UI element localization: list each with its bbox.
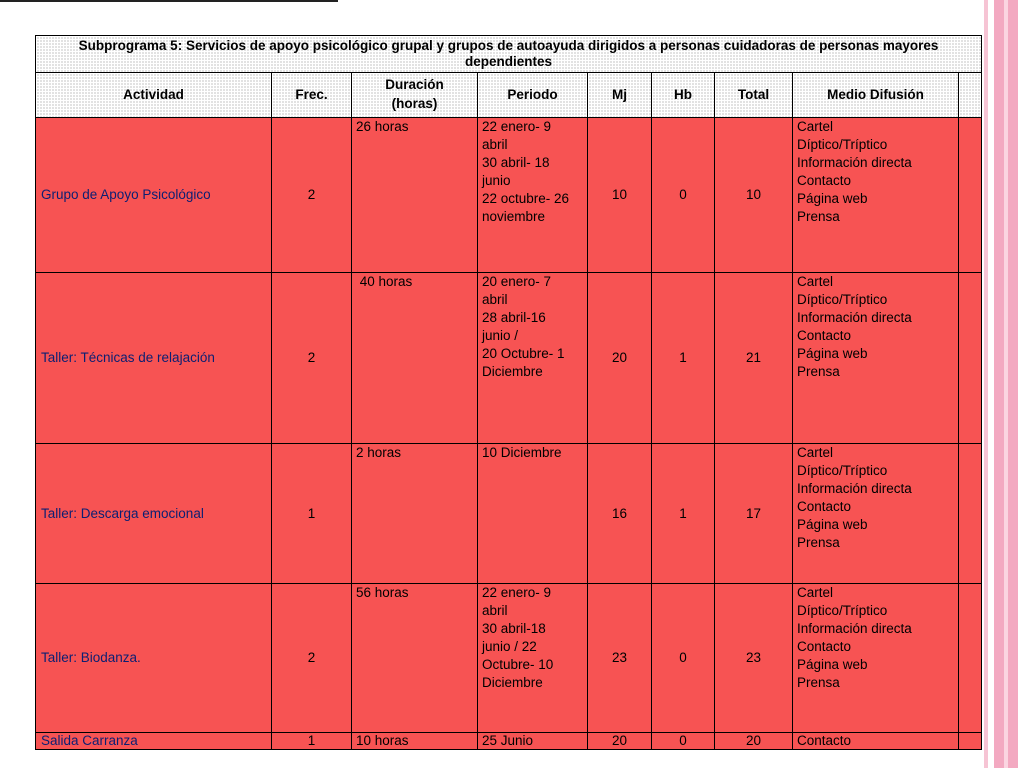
cell-actividad: Taller: Técnicas de relajación: [36, 273, 272, 444]
cell-periodo: [478, 273, 588, 444]
cell-medio-difusion: [793, 444, 959, 584]
medio-difusion-line: Página web: [797, 657, 868, 672]
medio-difusion-line: Cartel: [797, 585, 834, 600]
cell-actividad: Salida Carranza: [36, 733, 272, 750]
periodo-line: 30 abril-18: [482, 621, 546, 636]
top-rule: [0, 0, 338, 2]
cell-hb: 1: [652, 444, 715, 584]
periodo-line: 28 abril-16: [482, 310, 546, 325]
medio-difusion-line: Contacto: [797, 639, 852, 654]
title-row: [36, 36, 982, 73]
cell-empty: [959, 733, 982, 750]
medio-difusion-line: Información directa: [797, 481, 912, 496]
cell-empty: [959, 273, 982, 444]
header-periodo: Periodo: [478, 73, 588, 118]
header-medio-difusion: Medio Difusión: [793, 73, 959, 118]
header-duracion-unit: (horas): [391, 96, 438, 111]
cell-mj: 16: [588, 444, 652, 584]
medio-difusion-line: Prensa: [797, 535, 840, 550]
cell-frec: 2: [272, 584, 352, 733]
cell-empty: [959, 444, 982, 584]
cell-actividad: Taller: Biodanza.: [36, 584, 272, 733]
cell-frec: 2: [272, 273, 352, 444]
medio-difusion-line: Página web: [797, 191, 868, 206]
cell-mj: 20: [588, 733, 652, 750]
periodo-line: 30 abril- 18: [482, 155, 550, 170]
medio-difusion-line: Prensa: [797, 675, 840, 690]
medio-difusion-line: Contacto: [797, 499, 852, 514]
cell-hb: 0: [652, 584, 715, 733]
table-row: [36, 584, 982, 733]
cell-hb: 1: [652, 273, 715, 444]
medio-difusion-line: Díptico/Tríptico: [797, 603, 888, 618]
cell-mj: 10: [588, 118, 652, 273]
cell-total: 10: [715, 118, 793, 273]
medio-difusion-line: Cartel: [797, 274, 834, 289]
cell-medio-difusion: [793, 118, 959, 273]
cell-total: 23: [715, 584, 793, 733]
table-row: [36, 444, 982, 584]
periodo-line: 22 enero- 9: [482, 119, 552, 134]
cell-frec: 2: [272, 118, 352, 273]
periodo-line: abril: [482, 137, 508, 152]
cell-periodo: [478, 584, 588, 733]
medio-difusion-line: Información directa: [797, 155, 912, 170]
cell-total: 17: [715, 444, 793, 584]
periodo-line: junio /: [482, 328, 519, 343]
cell-total: 21: [715, 273, 793, 444]
cell-total: 20: [715, 733, 793, 750]
medio-difusion-line: Información directa: [797, 310, 912, 325]
cell-actividad: Taller: Descarga emocional: [36, 444, 272, 584]
cell-hb: 0: [652, 733, 715, 750]
cell-medio-difusion: [793, 733, 959, 750]
cell-mj: 20: [588, 273, 652, 444]
header-mj: Mj: [588, 73, 652, 118]
program-table-wrapper: [35, 35, 981, 750]
periodo-line: Diciembre: [482, 675, 543, 690]
cell-duracion: 40 horas: [352, 273, 478, 444]
periodo-line: abril: [482, 292, 508, 307]
cell-medio-difusion: [793, 584, 959, 733]
cell-duracion: 26 horas: [352, 118, 478, 273]
cell-empty: [959, 118, 982, 273]
medio-difusion-line: Díptico/Tríptico: [797, 463, 888, 478]
header-total: Total: [715, 73, 793, 118]
cell-duracion: 56 horas: [352, 584, 478, 733]
medio-difusion-line: Contacto: [797, 173, 852, 188]
medio-difusion-line: Prensa: [797, 209, 840, 224]
cell-periodo: [478, 118, 588, 273]
medio-difusion-line: Contacto: [797, 733, 852, 748]
table-row: [36, 118, 982, 273]
periodo-line: junio / 22: [482, 639, 537, 654]
medio-difusion-line: Contacto: [797, 328, 852, 343]
periodo-line: junio: [482, 173, 511, 188]
medio-difusion-line: Díptico/Tríptico: [797, 137, 888, 152]
header-empty: [959, 73, 982, 118]
medio-difusion-line: Díptico/Tríptico: [797, 292, 888, 307]
medio-difusion-line: Cartel: [797, 119, 834, 134]
periodo-line: 22 enero- 9: [482, 585, 552, 600]
table-row: [36, 273, 982, 444]
periodo-line: noviembre: [482, 209, 546, 224]
cell-frec: 1: [272, 444, 352, 584]
periodo-line: Diciembre: [482, 364, 543, 379]
decorative-side-stripes: [978, 0, 1024, 768]
cell-periodo: [478, 733, 588, 750]
periodo-line: 10 Diciembre: [482, 445, 562, 460]
cell-mj: 23: [588, 584, 652, 733]
header-actividad: Actividad: [36, 73, 272, 118]
periodo-line: abril: [482, 603, 508, 618]
cell-periodo: [478, 444, 588, 584]
table-title: Subprograma 5: Servicios de apoyo psicológico grupal y grupos de autoayuda dirigidos a personas cuidadoras de personas mayores dependientes: [36, 36, 982, 73]
medio-difusion-line: Información directa: [797, 621, 912, 636]
periodo-line: 25 Junio: [482, 733, 534, 748]
periodo-line: 22 octubre- 26: [482, 191, 570, 206]
medio-difusion-line: Página web: [797, 346, 868, 361]
cell-medio-difusion: [793, 273, 959, 444]
header-frec: Frec.: [272, 73, 352, 118]
program-table: [35, 35, 982, 750]
medio-difusion-line: Prensa: [797, 364, 840, 379]
header-duracion-label: Duración: [385, 77, 444, 92]
medio-difusion-line: Página web: [797, 517, 868, 532]
cell-hb: 0: [652, 118, 715, 273]
cell-empty: [959, 584, 982, 733]
header-duracion: [352, 73, 478, 118]
medio-difusion-line: Cartel: [797, 445, 834, 460]
table-row: [36, 733, 982, 750]
cell-duracion: 10 horas: [352, 733, 478, 750]
header-hb: Hb: [652, 73, 715, 118]
cell-frec: 1: [272, 733, 352, 750]
periodo-line: 20 Octubre- 1: [482, 346, 565, 361]
cell-duracion: 2 horas: [352, 444, 478, 584]
cell-actividad: Grupo de Apoyo Psicológico: [36, 118, 272, 273]
periodo-line: Octubre- 10: [482, 657, 554, 672]
periodo-line: 20 enero- 7: [482, 274, 552, 289]
header-row: [36, 73, 982, 118]
